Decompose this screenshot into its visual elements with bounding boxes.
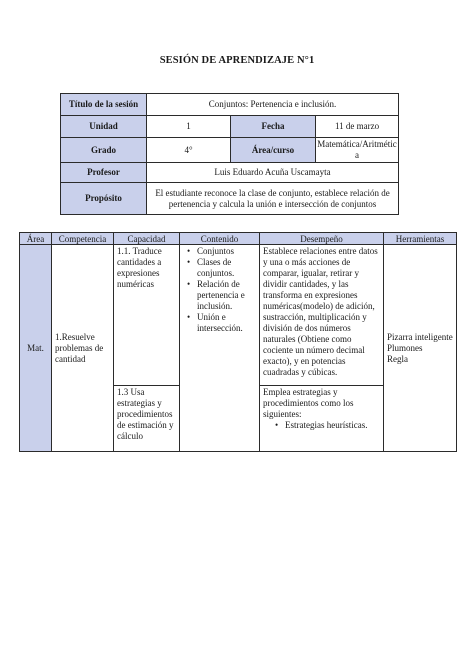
header-area: Área	[20, 233, 52, 245]
unidad-value: 1	[147, 116, 231, 138]
area-cell: Mat.	[20, 245, 52, 452]
herramienta-item: Regla	[387, 353, 408, 364]
capacidad-2-cell: 1.3 Usa estrategias y procedimientos de estimación y cálculo	[114, 386, 180, 452]
contenido-list	[183, 246, 256, 334]
desempeno-2-cell	[260, 386, 384, 452]
contenido-item: • Unión e intersección.	[197, 312, 256, 334]
profesor-value: Luis Eduardo Acuña Uscamayta	[147, 163, 399, 183]
session-info-table	[60, 93, 399, 215]
herramienta-item: Pizarra inteligente	[387, 331, 453, 342]
header-herramientas: Herramientas	[384, 233, 457, 245]
page-title: SESIÓN DE APRENDIZAJE N°1	[159, 55, 315, 66]
titulo-value: Conjuntos: Pertenencia e inclusión.	[147, 94, 399, 116]
capacidad-1-cell: 1.1. Traduce cantidades a expresiones numéricas	[114, 245, 180, 386]
desempeno-2-item: • Estrategias heurísticas.	[285, 420, 380, 431]
header-desempeno: Desempeño	[260, 233, 384, 245]
competencia-cell: 1.Resuelve problemas de cantidad	[52, 245, 114, 452]
contenido-item: • Conjuntos	[197, 246, 256, 257]
herramienta-item: Plumones	[387, 342, 423, 353]
area-curso-value: Matemática/Aritmética	[316, 138, 399, 163]
contenido-cell	[180, 245, 260, 452]
fecha-value: 11 de marzo	[316, 116, 399, 138]
grado-value: 4°	[147, 138, 231, 163]
area-curso-label: Área/curso	[231, 138, 316, 163]
grado-label: Grado	[61, 138, 147, 163]
unidad-label: Unidad	[61, 116, 147, 138]
fecha-label: Fecha	[231, 116, 316, 138]
desempeno-1-cell: Establece relaciones entre datos y una o más acciones de comparar, igualar, retirar y dividir cantidades, y las transforma en expresiones numéricas(modelo) de adición, sustracción, multiplicación y división de dos números naturales (Obtiene como cociente un número decimal exacto), y en potencias cuadradas y cúbicas.	[260, 245, 384, 386]
contenido-item: • Relación de pertenencia e inclusión.	[197, 279, 256, 312]
proposito-label: Propósito	[61, 183, 147, 215]
proposito-value: El estudiante reconoce la clase de conjunto, establece relación de pertenencia y calcula la unión e intersección de conjuntos	[147, 183, 399, 215]
titulo-label: Título de la sesión	[61, 94, 147, 116]
desempeno-2-text: Emplea estrategias y procedimientos como los siguientes:	[263, 387, 354, 419]
herramientas-cell	[384, 245, 457, 452]
learning-plan-table	[19, 232, 457, 452]
header-competencia: Competencia	[52, 233, 114, 245]
contenido-item: • Clases de conjuntos.	[197, 257, 256, 279]
profesor-label: Profesor	[61, 163, 147, 183]
desempeno-2-list	[263, 420, 380, 431]
header-capacidad: Capacidad	[114, 233, 180, 245]
header-contenido: Contenido	[180, 233, 260, 245]
